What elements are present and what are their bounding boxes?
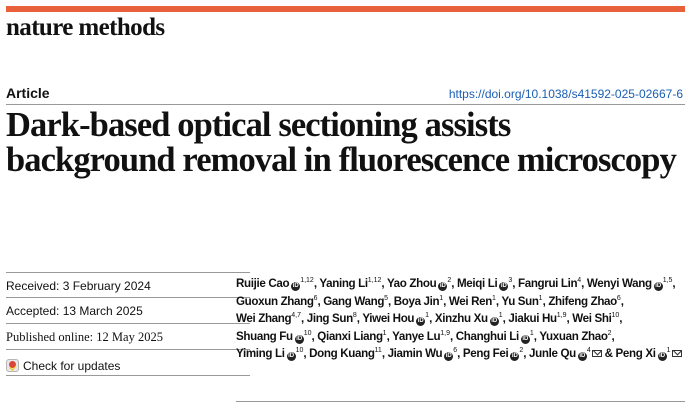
author-affiliation: 1 <box>529 329 534 337</box>
author-name-text: Wei Shi <box>572 312 612 326</box>
check-for-updates-button[interactable] <box>6 350 250 376</box>
author-name[interactable] <box>307 312 357 325</box>
author-affiliation: 6 <box>616 294 621 302</box>
author-name-text: Changhui Li <box>455 329 519 343</box>
author-name-text: Meiqi Li <box>456 277 498 290</box>
author-name-text: Guoxun Zhang <box>236 294 314 308</box>
journal-name[interactable]: nature methods <box>6 14 165 41</box>
accepted-date: Accepted: 13 March 2025 <box>6 298 250 324</box>
author-name[interactable] <box>616 347 682 360</box>
author-name[interactable] <box>456 330 534 343</box>
orcid-icon[interactable]: iD <box>292 283 299 289</box>
orcid-icon[interactable]: iD <box>445 353 452 360</box>
author-affiliation: 2 <box>447 277 452 284</box>
author-name[interactable] <box>236 330 312 343</box>
author-name-text: Junle Qu <box>529 347 576 361</box>
journal-accent-bar <box>6 6 685 12</box>
author-affiliation: 1,12 <box>300 277 314 284</box>
author-name[interactable] <box>387 277 451 290</box>
author-name-text: Boya Jin <box>393 294 440 308</box>
author-affiliation: 5 <box>384 294 388 302</box>
corresponding-author-envelope-icon[interactable] <box>672 350 682 357</box>
article-type-label: Article <box>6 85 50 101</box>
author-name-text: Yiwei Hou <box>362 312 415 326</box>
orcid-icon[interactable]: iD <box>522 335 529 342</box>
author-name-text: Yiming Li <box>236 347 285 361</box>
author-affiliation: 4 <box>577 277 582 284</box>
author-affiliation: 10 <box>303 329 312 337</box>
author-affiliation: 1,9 <box>440 329 450 337</box>
author-affiliation: 6 <box>453 347 458 355</box>
orcid-icon[interactable]: iD <box>659 353 666 360</box>
authors-bottom-divider <box>236 401 685 402</box>
article-dates-column <box>6 272 250 376</box>
author-list: Ruijie Cao iD$^{1,12}$, Yaning Li$^{1,12}$, Yao Zhou $iD^2$, Meiqi Li $iD^3$, Fangrui Lin$^4$, Wenyi Wang iD$^{1,5}$, Guoxun Zhang$^6$, Gang Wang$^5$, Boya Jin$^1$, Wei Ren$^1$, Yu Sun$^1$, Zhifeng Zhao$^6$, Wei Zhang$^{4,7}$, Jing Sun$^8$, Yiwei Hou $iD^1$, Xinzhu Xu $iD^1$, Jiakui Hu$^{1,9}$, Wei Shi$^{10}$, Shuang Fu $iD^{10}$, Qianxi Liang$^1$, Yanye Lu$^{1,9}$, Changhui Li $iD^1$, Yuxuan Zhao$^2$, Yiming Li $iD^{10}$, Dong Kuang$^{11}$, Jiamin Wu $iD^6$, Peng Fei $iD^2$, Junle Qu $iD^4$ & Peng Xi $iD^1$ <box>236 275 686 363</box>
author-name-text: Wei Ren <box>448 294 492 308</box>
author-name[interactable] <box>388 347 458 360</box>
author-name[interactable] <box>236 347 303 360</box>
orcid-icon[interactable]: iD <box>417 318 424 325</box>
published-date: Published online: 12 May 2025 <box>6 324 250 350</box>
check-for-updates-label: Check for updates <box>23 358 121 373</box>
article-title: Dark-based optical sectioning assists background removal in fluorescence microscopy <box>6 106 676 179</box>
author-name[interactable] <box>309 347 382 360</box>
author-name[interactable] <box>548 295 620 308</box>
title-divider <box>6 104 685 105</box>
author-name[interactable] <box>323 295 388 308</box>
author-name[interactable] <box>236 295 318 308</box>
author-name-text: Qianxi Liang <box>317 329 383 343</box>
author-affiliation: 1 <box>666 347 671 355</box>
author-name-text: Peng Fei <box>462 347 509 361</box>
author-affiliation: 2 <box>607 329 612 337</box>
author-name[interactable] <box>572 312 619 325</box>
author-affiliation: 1 <box>425 312 430 320</box>
author-name-text: Zhifeng Zhao <box>548 294 617 308</box>
author-name-text: Yaning Li <box>319 277 368 290</box>
author-affiliation: 1,5 <box>662 277 673 284</box>
author-name[interactable] <box>449 295 496 308</box>
author-connector: & <box>604 347 613 361</box>
orcid-icon[interactable]: iD <box>439 283 446 289</box>
author-name[interactable] <box>435 312 503 325</box>
author-affiliation: 1 <box>538 294 543 302</box>
author-name[interactable] <box>518 277 581 290</box>
author-name-text: Shuang Fu <box>236 329 293 343</box>
author-name[interactable] <box>463 347 523 360</box>
doi-link[interactable]: https://doi.org/10.1038/s41592-025-02667-6 <box>448 87 683 101</box>
author-name[interactable] <box>539 330 611 343</box>
author-name-text: Fangrui Lin <box>517 277 578 290</box>
orcid-icon[interactable]: iD <box>288 353 295 360</box>
author-name[interactable] <box>236 277 314 290</box>
author-affiliation: 1,12 <box>367 277 382 284</box>
author-name[interactable] <box>319 277 381 290</box>
author-name[interactable] <box>394 295 443 308</box>
author-name[interactable] <box>508 312 566 325</box>
author-name-text: Yuxuan Zhao <box>539 329 608 343</box>
author-affiliation: 1,9 <box>556 312 567 320</box>
author-name[interactable] <box>587 277 673 290</box>
author-name[interactable] <box>317 330 386 343</box>
author-name-text: Gang Wang <box>323 294 385 308</box>
author-affiliation: 2 <box>519 347 524 355</box>
author-affiliation: 4 <box>586 347 591 355</box>
author-name[interactable] <box>392 330 450 343</box>
author-name-text: Dong Kuang <box>309 347 375 361</box>
author-name-text: Wenyi Wang <box>586 277 652 290</box>
orcid-icon[interactable]: iD <box>579 353 586 360</box>
author-name-text: Yao Zhou <box>386 277 437 290</box>
author-affiliation: 10 <box>295 347 304 355</box>
author-name[interactable] <box>501 295 542 308</box>
author-affiliation: 1 <box>492 294 496 302</box>
author-affiliation: 1 <box>498 312 503 320</box>
author-affiliation: 3 <box>508 277 513 284</box>
orcid-icon[interactable]: iD <box>655 283 662 289</box>
author-name[interactable] <box>236 312 301 325</box>
author-name-text: Wei Zhang <box>236 312 292 326</box>
author-name-text: Xinzhu Xu <box>434 312 488 326</box>
author-affiliation: 6 <box>313 294 318 302</box>
author-name-text: Jiakui Hu <box>508 312 557 326</box>
author-name-text: Yu Sun <box>501 294 539 308</box>
check-updates-icon <box>6 359 19 372</box>
corresponding-author-envelope-icon[interactable] <box>592 350 602 357</box>
author-name[interactable] <box>362 312 429 325</box>
author-name-text: Jiamin Wu <box>387 347 443 361</box>
received-date: Received: 3 February 2024 <box>6 272 250 298</box>
author-affiliation: 1 <box>439 294 444 302</box>
author-affiliation: 1 <box>382 329 387 337</box>
orcid-icon[interactable]: iD <box>491 318 498 325</box>
author-name-text: Yanye Lu <box>392 329 441 343</box>
orcid-icon[interactable]: iD <box>296 335 303 342</box>
author-name[interactable] <box>529 347 602 360</box>
orcid-icon[interactable]: iD <box>500 283 507 289</box>
orcid-icon[interactable]: iD <box>511 353 518 360</box>
author-affiliation: 11 <box>374 347 382 355</box>
author-name-text: Jing Sun <box>306 312 353 326</box>
author-affiliation: 10 <box>611 312 620 320</box>
author-name-text: Peng Xi <box>615 347 656 361</box>
author-name-text: Ruijie Cao <box>236 277 290 290</box>
author-affiliation: 4,7 <box>291 312 301 320</box>
author-name[interactable] <box>457 277 512 290</box>
author-affiliation: 8 <box>352 312 357 320</box>
